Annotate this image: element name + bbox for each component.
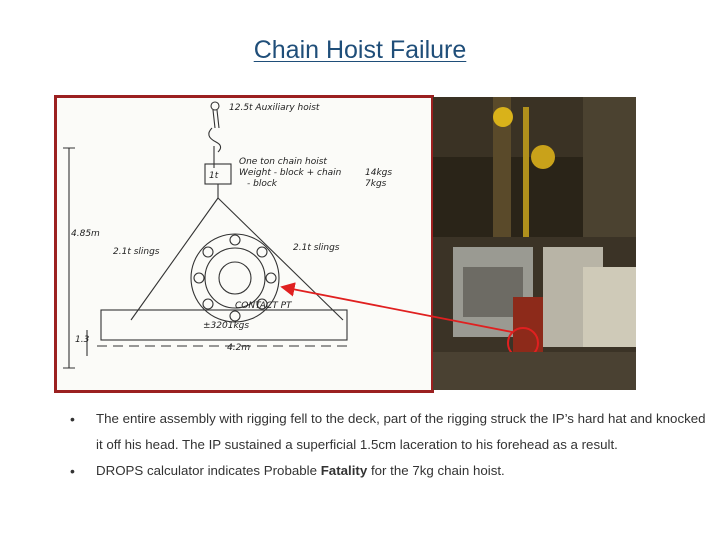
bullet-text-after: for the 7kg chain hoist. bbox=[367, 463, 505, 478]
sketch-note-1: One ton chain hoist bbox=[239, 157, 327, 167]
bullet-item bbox=[70, 406, 710, 458]
slide-title: Chain Hoist Failure bbox=[253, 36, 467, 64]
sketch-drawing bbox=[57, 98, 431, 390]
sketch-sling-left: 2.1t slings bbox=[113, 247, 160, 257]
site-photo bbox=[433, 97, 636, 390]
site-photo-drawing bbox=[433, 97, 636, 390]
bullet-icon: • bbox=[70, 411, 75, 427]
sketch-note-2: Weight - block + chain bbox=[239, 168, 342, 178]
sketch-sling-right: 2.1t slings bbox=[293, 243, 340, 253]
bullet-text: The entire assembly with rigging fell to the deck, part of the rigging struck the IP’s hard hat and knocked it off his head. The IP sustained a superficial 1.5cm laceration to his forehead as a result. bbox=[96, 411, 706, 452]
sketch-small-height: 1.3 bbox=[75, 335, 90, 345]
bullet-item bbox=[70, 458, 710, 484]
sketch-label-aux-hoist: 12.5t Auxiliary hoist bbox=[229, 103, 320, 113]
sketch-height-label: 4.85m bbox=[71, 229, 100, 239]
bullet-text-bold: Fatality bbox=[320, 463, 368, 478]
bullet-text-before: DROPS calculator indicates Probable bbox=[96, 463, 321, 478]
sketch-length: 4.2m bbox=[227, 343, 251, 353]
sketch-weight-1: 14kgs bbox=[365, 168, 393, 178]
sketch-contact-point: CONTACT PT bbox=[235, 301, 292, 311]
sketch-label-hoist-box: 1t bbox=[209, 171, 219, 181]
sketch-load-weight: ±3201kgs bbox=[203, 321, 250, 331]
sketch-weight-2: 7kgs bbox=[365, 179, 387, 189]
rigging-sketch bbox=[54, 95, 434, 393]
bullet-list bbox=[70, 406, 710, 484]
bullet-icon: • bbox=[70, 463, 75, 479]
crane-hook-icon bbox=[211, 102, 219, 110]
sketch-note-3: - block bbox=[247, 179, 277, 189]
